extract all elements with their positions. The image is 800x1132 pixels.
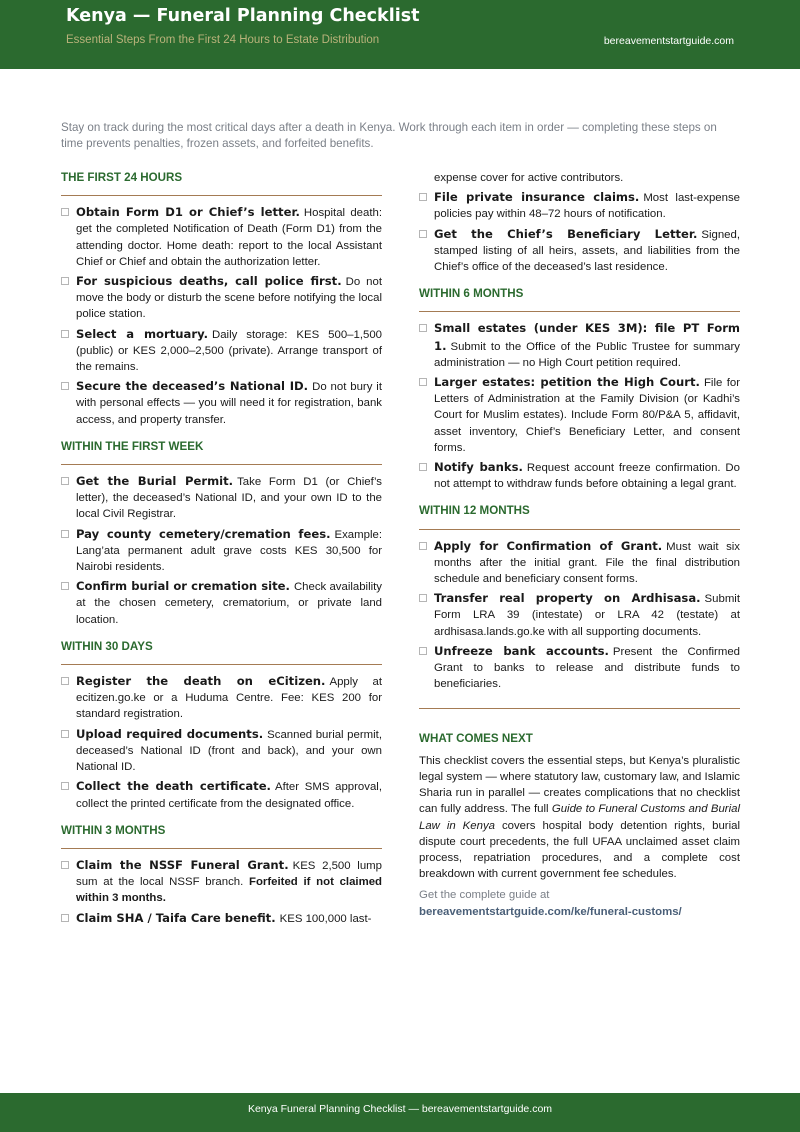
item-text: Scanned burial permit, deceased’s National ID (front and back), and your own National ID. bbox=[76, 728, 382, 774]
left-column bbox=[61, 162, 382, 930]
item-title: Register the death on eCitizen. bbox=[76, 674, 326, 689]
item-text: Do not move the body or disturb the scene before notifying the local police station. bbox=[76, 276, 383, 321]
checkbox[interactable] bbox=[419, 594, 427, 602]
cta-text: Get the complete guide at bbox=[419, 889, 550, 902]
checklist-item[interactable] bbox=[419, 226, 740, 276]
checklist-item[interactable] bbox=[61, 673, 382, 723]
page-header bbox=[0, 0, 800, 69]
checklist-item[interactable] bbox=[419, 538, 740, 588]
item-text: File for Letters of Administration at the Family Division (or Kadhi’s Court for Muslim estates). Include Form 80/P&A 5, affidavit, asset inventory, Chief’s Beneficiary Letter, and consent forms. bbox=[434, 377, 741, 454]
checkbox[interactable] bbox=[419, 463, 427, 471]
intro-text: Stay on track during the most critical days after a death in Kenya. Work through each item in order — completing these steps on time prevents penalties, frozen assets, and forfeited benefits. bbox=[61, 121, 717, 150]
page-title: Kenya — Funeral Planning Checklist bbox=[66, 6, 420, 26]
item-title: Confirm burial or cremation site. bbox=[76, 579, 290, 594]
item-title: Obtain Form D1 or Chief’s letter. bbox=[76, 205, 300, 220]
checkbox[interactable] bbox=[61, 914, 69, 922]
section-heading-30days: WITHIN 30 DAYS bbox=[61, 631, 382, 665]
item-title: Collect the death certificate. bbox=[76, 779, 271, 794]
checklist-item[interactable] bbox=[61, 526, 382, 576]
item-text: Example: Lang’ata permanent adult grave costs KES 30,500 for Nairobi residents. bbox=[76, 528, 382, 574]
section-heading-3months: WITHIN 3 MONTHS bbox=[61, 815, 382, 849]
item-text: Daily storage: KES 500–1,500 (public) or KES 2,000–2,500 (private). Arrange transport of the remains. bbox=[76, 328, 383, 374]
item-text: Submit to the Office of the Public Trustee for summary administration — no High Court petition required. bbox=[434, 340, 740, 369]
item-text: KES 2,500 lump sum at the local NSSF branch. bbox=[76, 859, 382, 889]
item-text: After SMS approval, collect the printed certificate from the designated office. bbox=[76, 781, 382, 810]
checkbox[interactable] bbox=[61, 677, 69, 685]
checklist-item[interactable] bbox=[61, 857, 382, 907]
checkbox[interactable] bbox=[61, 530, 69, 538]
item-title: For suspicious deaths, call police first. bbox=[76, 274, 342, 289]
checklist-item[interactable] bbox=[419, 189, 740, 222]
item-title: Small estates (under KES 3M): file PT Form 1. bbox=[434, 321, 740, 353]
checklist-item[interactable] bbox=[419, 459, 740, 492]
checkbox[interactable] bbox=[419, 324, 427, 332]
checklist-item[interactable] bbox=[61, 473, 382, 523]
checkbox[interactable] bbox=[419, 647, 427, 655]
checklist-item[interactable] bbox=[61, 326, 382, 376]
item-title: Get the Chief’s Beneficiary Letter. bbox=[434, 226, 698, 241]
next-text-a: This checklist covers the essential steps, but Kenya’s pluralistic legal system — where statutory law, customary law, and Islamic Sharia run in parallel — creates complications that no checklist can fully address. The full bbox=[419, 754, 740, 816]
item-title: Claim SHA / Taifa Care benefit. bbox=[76, 910, 276, 925]
item-text: Submit Form LRA 39 (intestate) or LRA 42 (testate) at ardhisasa.lands.go.ke with all supporting documents. bbox=[434, 593, 740, 638]
item-text: Must wait six months after the initial grant. File the final distribution schedule and beneficiary consent forms. bbox=[434, 540, 740, 586]
item-text: Do not bury it with personal effects — you will need it for registration, bank access, and property transfer. bbox=[76, 381, 382, 426]
checkbox[interactable] bbox=[61, 782, 69, 790]
checkbox[interactable] bbox=[419, 193, 427, 201]
section-heading-week: WITHIN THE FIRST WEEK bbox=[61, 431, 382, 465]
checklist-item[interactable] bbox=[61, 910, 382, 927]
right-column bbox=[419, 170, 740, 920]
section-heading-12months: WITHIN 12 MONTHS bbox=[419, 495, 740, 529]
checklist-item[interactable] bbox=[61, 726, 382, 776]
checkbox[interactable] bbox=[61, 330, 69, 338]
item-title: Select a mortuary. bbox=[76, 326, 208, 341]
item-text: Apply at ecitizen.go.ke or a Huduma Centre. Fee: KES 200 for standard registration. bbox=[76, 676, 382, 721]
checkbox[interactable] bbox=[419, 542, 427, 550]
checklist-item[interactable] bbox=[419, 374, 740, 456]
checklist-item[interactable] bbox=[61, 778, 382, 811]
checkbox[interactable] bbox=[61, 382, 69, 390]
header-site-link[interactable]: bereavementstartguide.com bbox=[603, 35, 734, 47]
checklist-item[interactable] bbox=[61, 204, 382, 270]
section-heading-24h: THE FIRST 24 HOURS bbox=[61, 162, 382, 196]
item-title: Secure the deceased’s National ID. bbox=[76, 379, 309, 394]
item-text: Present the Confirmed Grant to banks to release and distribute funds to beneficiaries. bbox=[434, 645, 740, 691]
checkbox[interactable] bbox=[61, 582, 69, 590]
item-text: Most last-expense policies pay within 48–72 hours of notification. bbox=[434, 192, 740, 221]
item-warning: Forfeited if not claimed within 3 months. bbox=[76, 876, 383, 905]
page-subtitle: Essential Steps From the First 24 Hours to Estate Distribution bbox=[66, 34, 380, 46]
item-continued-text: expense cover for active contributors. bbox=[434, 172, 624, 184]
guide-title: Guide to Funeral Customs and Burial Law in Kenya bbox=[419, 803, 740, 832]
checklist-item[interactable] bbox=[61, 378, 382, 428]
next-text-b: covers hospital body detention rights, burial dispute court precedents, the full UFAA unclaimed asset claim process, repatriation procedures, and a complete cost breakdown with current government fee schedules. bbox=[419, 819, 740, 881]
item-title: File private insurance claims. bbox=[434, 190, 640, 205]
guide-link[interactable]: bereavementstartguide.com/ke/funeral-customs/ bbox=[419, 905, 682, 918]
item-text: Hospital death: get the completed Notification of Death (Form D1) from the attending doctor. Home death: report to the local Assistant Chief or Chief and obtain the authorization letter. bbox=[76, 207, 382, 268]
item-title: Get the Burial Permit. bbox=[76, 474, 234, 489]
checkbox[interactable] bbox=[61, 730, 69, 738]
item-title: Larger estates: petition the High Court. bbox=[434, 375, 700, 390]
section-divider bbox=[419, 708, 740, 709]
item-title: Unfreeze bank accounts. bbox=[434, 643, 609, 658]
item-title: Claim the NSSF Funeral Grant. bbox=[76, 857, 289, 872]
checklist-item[interactable] bbox=[419, 643, 740, 693]
what-comes-next-heading: WHAT COMES NEXT bbox=[419, 732, 533, 746]
item-text: Signed, stamped listing of all heirs, assets, and liabilities from the Chief’s office of the deceased’s last residence. bbox=[434, 228, 740, 274]
checkbox[interactable] bbox=[419, 378, 427, 386]
item-text: Take Form D1 (or Chief’s letter), the deceased’s National ID, and your own ID to the local Civil Registrar. bbox=[76, 476, 382, 521]
what-comes-next-text bbox=[419, 753, 740, 883]
item-title: Upload required documents. bbox=[76, 726, 264, 741]
item-title: Apply for Confirmation of Grant. bbox=[434, 538, 663, 553]
item-title: Pay county cemetery/cremation fees. bbox=[76, 526, 331, 541]
section-heading-6months: WITHIN 6 MONTHS bbox=[419, 278, 740, 312]
item-title: Notify banks. bbox=[434, 460, 523, 475]
checklist-item[interactable] bbox=[419, 590, 740, 640]
checkbox[interactable] bbox=[61, 861, 69, 869]
checkbox[interactable] bbox=[419, 230, 427, 238]
item-text: KES 100,000 last- bbox=[279, 912, 372, 925]
checklist-item[interactable] bbox=[61, 578, 382, 628]
checklist-item[interactable] bbox=[419, 320, 740, 371]
item-text: Request account freeze confirmation. Do not attempt to withdraw funds before obtaining a legal grant. bbox=[434, 462, 740, 491]
page-footer: Kenya Funeral Planning Checklist — bereavementstartguide.com bbox=[0, 1093, 800, 1132]
checkbox[interactable] bbox=[61, 477, 69, 485]
checklist-item[interactable] bbox=[61, 273, 382, 323]
checkbox[interactable] bbox=[61, 277, 69, 285]
item-text: Check availability at the chosen cemetery, crematorium, or private land location. bbox=[76, 581, 382, 626]
checkbox[interactable] bbox=[61, 208, 69, 216]
item-title: Transfer real property on Ardhisasa. bbox=[434, 591, 701, 606]
